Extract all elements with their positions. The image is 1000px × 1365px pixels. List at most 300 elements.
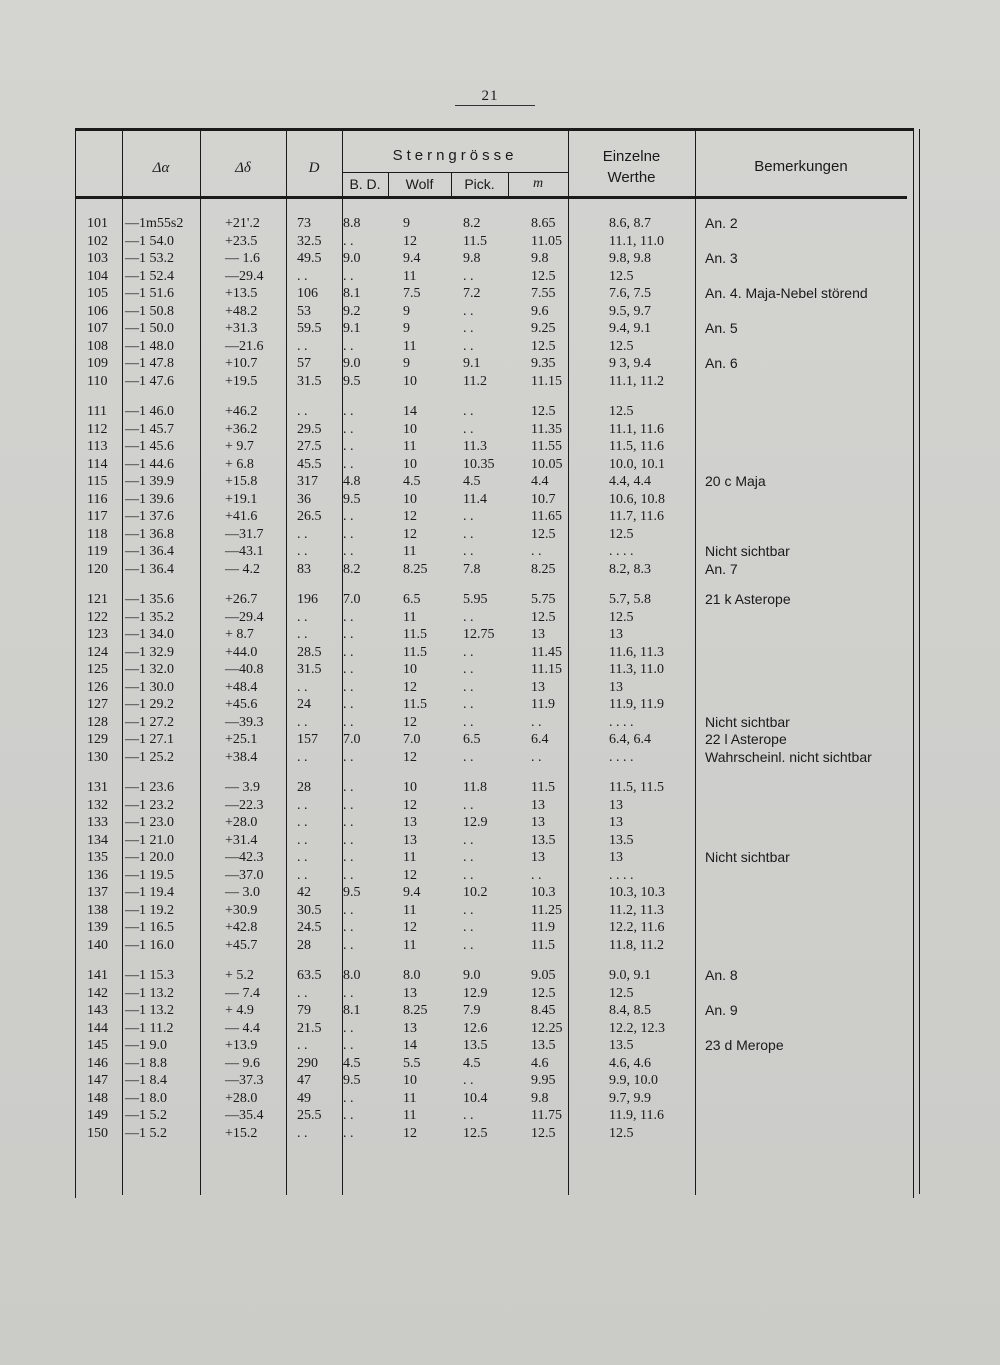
header-rule xyxy=(75,196,907,199)
delta-delta-cell: +38.4 xyxy=(225,749,258,765)
mean-magnitude-cell: 13 xyxy=(531,815,545,830)
row-number: 103 xyxy=(87,251,108,266)
stern-subrule xyxy=(342,172,568,173)
remark-cell: 23 d Merope xyxy=(705,1037,784,1053)
mean-magnitude-cell: 12.5 xyxy=(531,526,556,542)
delta-alpha-cell: —1 20.0 xyxy=(125,850,174,865)
wolf-magnitude-cell: 8.0 xyxy=(403,968,421,983)
delta-delta-cell: — 3.9 xyxy=(225,780,260,795)
header-wolf: Wolf xyxy=(405,176,434,192)
pick-magnitude-cell: . . xyxy=(463,338,474,354)
individual-values-cell: 4.4, 4.4 xyxy=(609,474,651,489)
delta-alpha-cell: —1 35.2 xyxy=(125,609,174,625)
distance-cell: 290 xyxy=(297,1055,318,1071)
wolf-magnitude-cell: 10 xyxy=(403,373,417,389)
mean-magnitude-cell: 9.8 xyxy=(531,1090,549,1106)
page-number-rule xyxy=(455,105,535,106)
pick-magnitude-cell: 10.4 xyxy=(463,1090,488,1106)
distance-cell: . . xyxy=(297,679,308,695)
row-number: 140 xyxy=(87,937,108,953)
delta-delta-cell: —39.3 xyxy=(225,714,264,730)
header-werthe: Werthe xyxy=(607,169,656,186)
delta-delta-cell: — 3.0 xyxy=(225,885,260,900)
delta-alpha-cell: —1 19.2 xyxy=(125,902,174,918)
individual-values-cell: 12.5 xyxy=(609,404,634,419)
pick-magnitude-cell: . . xyxy=(463,832,474,848)
bd-magnitude-cell: . . xyxy=(343,679,354,695)
mean-magnitude-cell: 13 xyxy=(531,627,545,642)
table-row xyxy=(75,814,910,832)
individual-values-cell: . . . . xyxy=(609,544,634,559)
pick-magnitude-cell: . . xyxy=(463,644,474,660)
header-bd: B. D. xyxy=(349,176,381,192)
wolf-magnitude-cell: 12 xyxy=(403,526,417,542)
delta-delta-cell: +46.2 xyxy=(225,404,258,419)
delta-delta-cell: +10.7 xyxy=(225,356,258,371)
distance-cell: 157 xyxy=(297,732,318,747)
wolf-magnitude-cell: 12 xyxy=(403,679,417,695)
bd-magnitude-cell: . . xyxy=(343,697,354,712)
delta-alpha-cell: —1 5.2 xyxy=(125,1125,167,1141)
wolf-magnitude-cell: 11 xyxy=(403,1090,417,1106)
mean-magnitude-cell: 11.55 xyxy=(531,439,562,454)
individual-values-cell: 12.2, 12.3 xyxy=(609,1020,665,1036)
bd-magnitude-cell: 8.2 xyxy=(343,561,361,577)
wolf-magnitude-cell: 11.5 xyxy=(403,627,427,642)
distance-cell: . . xyxy=(297,268,308,284)
bd-magnitude-cell: . . xyxy=(343,1020,354,1036)
bd-magnitude-cell: . . xyxy=(343,902,354,918)
delta-alpha-cell: —1 36.4 xyxy=(125,561,174,577)
bd-magnitude-cell: . . xyxy=(343,867,354,883)
remark-cell: Nicht sichtbar xyxy=(705,849,790,865)
mean-magnitude-cell: . . xyxy=(531,544,542,559)
row-number: 123 xyxy=(87,627,108,642)
pick-magnitude-cell: . . xyxy=(463,679,474,695)
row-number: 108 xyxy=(87,338,108,354)
table-body xyxy=(75,215,910,1155)
delta-delta-cell: +41.6 xyxy=(225,509,258,524)
individual-values-cell: 11.3, 11.0 xyxy=(609,662,664,677)
row-group xyxy=(75,215,910,403)
pick-magnitude-cell: 10.2 xyxy=(463,885,488,900)
table-row xyxy=(75,421,910,439)
table-row xyxy=(75,303,910,321)
table-row xyxy=(75,473,910,491)
mean-magnitude-cell: 11.25 xyxy=(531,902,562,918)
row-number: 120 xyxy=(87,561,108,577)
distance-cell: . . xyxy=(297,850,308,865)
distance-cell: . . xyxy=(297,985,308,1001)
delta-delta-cell: — 7.4 xyxy=(225,985,260,1001)
delta-delta-cell: +30.9 xyxy=(225,902,258,918)
mean-magnitude-cell: 11.5 xyxy=(531,780,555,795)
delta-alpha-cell: —1 32.0 xyxy=(125,662,174,677)
row-number: 126 xyxy=(87,679,108,695)
delta-alpha-cell: —1 16.0 xyxy=(125,937,174,953)
individual-values-cell: 9 3, 9.4 xyxy=(609,356,651,371)
remark-cell: 22 l Asterope xyxy=(705,731,787,747)
delta-delta-cell: —29.4 xyxy=(225,268,264,284)
delta-alpha-cell: —1 27.1 xyxy=(125,732,174,747)
wolf-magnitude-cell: 9 xyxy=(403,356,410,371)
pick-magnitude-cell: . . xyxy=(463,509,474,524)
delta-alpha-cell: —1m55s2 xyxy=(125,216,184,231)
table-row xyxy=(75,250,910,268)
individual-values-cell: . . . . xyxy=(609,749,634,765)
row-number: 141 xyxy=(87,968,108,983)
row-number: 142 xyxy=(87,985,108,1001)
row-number: 122 xyxy=(87,609,108,625)
delta-alpha-cell: —1 48.0 xyxy=(125,338,174,354)
delta-alpha-cell: —1 44.6 xyxy=(125,456,174,472)
row-number: 144 xyxy=(87,1020,108,1036)
wolf-magnitude-cell: 10 xyxy=(403,456,417,472)
delta-delta-cell: +36.2 xyxy=(225,421,258,437)
mean-magnitude-cell: 10.05 xyxy=(531,456,563,472)
delta-delta-cell: +42.8 xyxy=(225,920,258,935)
wolf-magnitude-cell: 11 xyxy=(403,544,417,559)
delta-delta-cell: +48.2 xyxy=(225,303,258,319)
bd-magnitude-cell: 9.5 xyxy=(343,373,361,389)
pick-magnitude-cell: 4.5 xyxy=(463,474,481,489)
bd-magnitude-cell: . . xyxy=(343,644,354,660)
row-group xyxy=(75,403,910,591)
distance-cell: 83 xyxy=(297,561,311,577)
table-row xyxy=(75,268,910,286)
table-row xyxy=(75,749,910,767)
row-number: 139 xyxy=(87,920,108,935)
delta-delta-cell: + 4.9 xyxy=(225,1003,254,1018)
pick-magnitude-cell: . . xyxy=(463,867,474,883)
individual-values-cell: 9.8, 9.8 xyxy=(609,251,651,266)
delta-alpha-cell: —1 45.7 xyxy=(125,421,174,437)
delta-delta-cell: + 6.8 xyxy=(225,456,254,472)
mean-magnitude-cell: 13.5 xyxy=(531,832,556,848)
pick-magnitude-cell: 7.9 xyxy=(463,1003,481,1018)
bd-magnitude-cell: . . xyxy=(343,627,354,642)
bd-magnitude-cell: . . xyxy=(343,509,354,524)
individual-values-cell: 13 xyxy=(609,815,623,830)
pick-magnitude-cell: . . xyxy=(463,714,474,730)
row-number: 130 xyxy=(87,749,108,765)
distance-cell: 28.5 xyxy=(297,644,322,660)
delta-delta-cell: + 9.7 xyxy=(225,439,254,454)
pick-magnitude-cell: 6.5 xyxy=(463,732,481,747)
bd-magnitude-cell: 4.5 xyxy=(343,1055,361,1071)
mean-magnitude-cell: 4.6 xyxy=(531,1055,549,1071)
header-d: D xyxy=(308,160,320,176)
delta-alpha-cell: —1 50.8 xyxy=(125,303,174,319)
delta-delta-cell: —42.3 xyxy=(225,850,264,865)
distance-cell: 49.5 xyxy=(297,251,322,266)
mean-magnitude-cell: 13 xyxy=(531,797,545,813)
bd-magnitude-cell: . . xyxy=(343,544,354,559)
delta-alpha-cell: —1 21.0 xyxy=(125,832,174,848)
bd-magnitude-cell: . . xyxy=(343,456,354,472)
bd-magnitude-cell: 9.2 xyxy=(343,303,361,319)
table-row xyxy=(75,1055,910,1073)
mean-magnitude-cell: 13 xyxy=(531,850,545,865)
delta-alpha-cell: —1 23.6 xyxy=(125,780,174,795)
row-number: 125 xyxy=(87,662,108,677)
remark-cell: An. 7 xyxy=(705,560,738,577)
table-row xyxy=(75,609,910,627)
distance-cell: 28 xyxy=(297,780,311,795)
wolf-magnitude-cell: 13 xyxy=(403,1020,417,1036)
distance-cell: 106 xyxy=(297,286,318,301)
pick-magnitude-cell: . . xyxy=(463,421,474,437)
wolf-magnitude-cell: 12 xyxy=(403,509,417,524)
delta-alpha-cell: —1 34.0 xyxy=(125,627,174,642)
distance-cell: . . xyxy=(297,627,308,642)
table-row xyxy=(75,543,910,561)
pick-magnitude-cell: . . xyxy=(463,268,474,284)
delta-alpha-cell: —1 19.5 xyxy=(125,867,174,883)
header-bemerkungen: Bemerkungen xyxy=(754,158,848,175)
bd-magnitude-cell: . . xyxy=(343,268,354,284)
bd-magnitude-cell: 8.0 xyxy=(343,968,361,983)
distance-cell: 36 xyxy=(297,491,311,507)
remark-cell: 21 k Asterope xyxy=(705,591,791,607)
delta-alpha-cell: —1 39.9 xyxy=(125,474,174,489)
delta-alpha-cell: —1 23.0 xyxy=(125,815,174,830)
delta-delta-cell: +23.5 xyxy=(225,233,258,249)
table-row xyxy=(75,1090,910,1108)
delta-delta-cell: + 8.7 xyxy=(225,627,254,642)
individual-values-cell: . . . . xyxy=(609,867,634,883)
wolf-magnitude-cell: 8.25 xyxy=(403,561,428,577)
wolf-magnitude-cell: 6.5 xyxy=(403,592,421,607)
bd-magnitude-cell: . . xyxy=(343,937,354,953)
distance-cell: 31.5 xyxy=(297,662,322,677)
delta-delta-cell: +25.1 xyxy=(225,732,258,747)
bd-magnitude-cell: . . xyxy=(343,1090,354,1106)
bd-magnitude-cell: 9.0 xyxy=(343,251,361,266)
pick-magnitude-cell: . . xyxy=(463,526,474,542)
wolf-magnitude-cell: 13 xyxy=(403,985,417,1001)
table-row xyxy=(75,714,910,732)
distance-cell: 47 xyxy=(297,1073,311,1088)
table-row xyxy=(75,591,910,609)
mean-magnitude-cell: 10.3 xyxy=(531,885,556,900)
table-row xyxy=(75,561,910,579)
delta-alpha-cell: —1 13.2 xyxy=(125,1003,174,1018)
delta-delta-cell: +26.7 xyxy=(225,592,258,607)
individual-values-cell: 11.8, 11.2 xyxy=(609,937,664,953)
mean-magnitude-cell: 12.5 xyxy=(531,609,556,625)
bd-magnitude-cell: . . xyxy=(343,421,354,437)
bd-magnitude-cell: . . xyxy=(343,609,354,625)
row-number: 112 xyxy=(87,421,108,437)
row-number: 109 xyxy=(87,356,108,371)
wolf-magnitude-cell: 14 xyxy=(403,404,417,419)
delta-delta-cell: — 4.2 xyxy=(225,561,260,577)
delta-alpha-cell: —1 36.8 xyxy=(125,526,174,542)
table-row xyxy=(75,797,910,815)
bd-magnitude-cell: . . xyxy=(343,404,354,419)
mean-magnitude-cell: 11.45 xyxy=(531,644,562,660)
mean-magnitude-cell: 11.05 xyxy=(531,233,562,249)
individual-values-cell: 4.6, 4.6 xyxy=(609,1055,651,1071)
pick-magnitude-cell: 7.2 xyxy=(463,286,481,301)
table-row xyxy=(75,355,910,373)
delta-alpha-cell: —1 47.8 xyxy=(125,356,174,371)
table-row xyxy=(75,832,910,850)
individual-values-cell: 12.2, 11.6 xyxy=(609,920,665,935)
bd-magnitude-cell: . . xyxy=(343,1038,354,1053)
bd-magnitude-cell: . . xyxy=(343,439,354,454)
wolf-magnitude-cell: 12 xyxy=(403,797,417,813)
individual-values-cell: 11.6, 11.3 xyxy=(609,644,664,660)
distance-cell: . . xyxy=(297,544,308,559)
mean-magnitude-cell: 9.6 xyxy=(531,303,549,319)
distance-cell: . . xyxy=(297,338,308,354)
row-number: 147 xyxy=(87,1073,108,1088)
bd-magnitude-cell: . . xyxy=(343,832,354,848)
bd-magnitude-cell: . . xyxy=(343,780,354,795)
remark-cell: Nicht sichtbar xyxy=(705,543,790,559)
wolf-magnitude-cell: 9 xyxy=(403,303,410,319)
table-row xyxy=(75,779,910,797)
row-number: 127 xyxy=(87,697,108,712)
row-number: 111 xyxy=(87,404,107,419)
wolf-magnitude-cell: 4.5 xyxy=(403,474,421,489)
individual-values-cell: 13.5 xyxy=(609,832,634,848)
individual-values-cell: 13.5 xyxy=(609,1038,634,1053)
pick-magnitude-cell: . . xyxy=(463,797,474,813)
delta-alpha-cell: —1 13.2 xyxy=(125,985,174,1001)
mean-magnitude-cell: . . xyxy=(531,749,542,765)
table-row xyxy=(75,1037,910,1055)
individual-values-cell: 6.4, 6.4 xyxy=(609,732,651,747)
delta-delta-cell: —37.0 xyxy=(225,867,264,883)
mean-magnitude-cell: 9.25 xyxy=(531,321,556,336)
distance-cell: . . xyxy=(297,404,308,419)
row-number: 110 xyxy=(87,373,108,389)
individual-values-cell: 11.5, 11.5 xyxy=(609,780,664,795)
pick-magnitude-cell: 12.9 xyxy=(463,985,488,1001)
mean-magnitude-cell: 13 xyxy=(531,679,545,695)
bd-magnitude-cell: . . xyxy=(343,662,354,677)
table-row xyxy=(75,731,910,749)
remark-cell: 20 c Maja xyxy=(705,473,766,489)
distance-cell: 30.5 xyxy=(297,902,322,918)
delta-alpha-cell: —1 47.6 xyxy=(125,373,174,389)
distance-cell: . . xyxy=(297,749,308,765)
distance-cell: 24 xyxy=(297,697,311,712)
wolf-magnitude-cell: 11 xyxy=(403,850,417,865)
individual-values-cell: 12.5 xyxy=(609,985,634,1001)
distance-cell: 57 xyxy=(297,356,311,371)
mean-magnitude-cell: 11.9 xyxy=(531,697,555,712)
delta-alpha-cell: —1 8.0 xyxy=(125,1090,167,1106)
individual-values-cell: 12.5 xyxy=(609,526,634,542)
pick-magnitude-cell: 8.2 xyxy=(463,216,481,231)
delta-alpha-cell: —1 9.0 xyxy=(125,1038,167,1053)
delta-delta-cell: +13.9 xyxy=(225,1038,258,1053)
header-m: m xyxy=(532,176,544,191)
wolf-magnitude-cell: 11.5 xyxy=(403,644,427,660)
table-row xyxy=(75,233,910,251)
pick-magnitude-cell: 12.75 xyxy=(463,627,495,642)
table-row xyxy=(75,403,910,421)
pick-magnitude-cell: 11.3 xyxy=(463,439,487,454)
bd-magnitude-cell: 9.5 xyxy=(343,1073,361,1088)
distance-cell: . . xyxy=(297,867,308,883)
mean-magnitude-cell: 9.05 xyxy=(531,968,556,983)
delta-alpha-cell: —1 29.2 xyxy=(125,697,174,712)
pick-magnitude-cell: 13.5 xyxy=(463,1038,488,1053)
table-row xyxy=(75,1107,910,1125)
delta-delta-cell: —21.6 xyxy=(225,338,264,354)
delta-alpha-cell: —1 37.6 xyxy=(125,509,174,524)
distance-cell: 53 xyxy=(297,303,311,319)
table-row xyxy=(75,438,910,456)
individual-values-cell: 11.7, 11.6 xyxy=(609,509,664,524)
individual-values-cell: 10.6, 10.8 xyxy=(609,491,665,507)
table-row xyxy=(75,867,910,885)
mean-magnitude-cell: . . xyxy=(531,714,542,730)
individual-values-cell: 12.5 xyxy=(609,268,634,284)
header-sterngroesse: Sterngrösse xyxy=(392,147,518,164)
row-number: 105 xyxy=(87,286,108,301)
wolf-magnitude-cell: 11 xyxy=(403,338,417,354)
wolf-magnitude-cell: 12 xyxy=(403,867,417,883)
delta-delta-cell: +21'.2 xyxy=(225,216,260,231)
mean-magnitude-cell: 11.5 xyxy=(531,937,555,953)
remark-cell: An. 9 xyxy=(705,1002,738,1018)
table-row xyxy=(75,985,910,1003)
delta-alpha-cell: —1 51.6 xyxy=(125,286,174,301)
table-row xyxy=(75,338,910,356)
individual-values-cell: 13 xyxy=(609,679,623,695)
pick-magnitude-cell: 9.1 xyxy=(463,356,481,371)
mean-magnitude-cell: 5.75 xyxy=(531,592,556,607)
wolf-magnitude-cell: 7.0 xyxy=(403,732,421,747)
bd-magnitude-cell: 8.1 xyxy=(343,286,361,301)
delta-delta-cell: +45.7 xyxy=(225,937,258,953)
delta-alpha-cell: —1 53.2 xyxy=(125,251,174,266)
individual-values-cell: 11.1, 11.2 xyxy=(609,373,664,389)
pick-magnitude-cell: . . xyxy=(463,902,474,918)
bd-magnitude-cell: 9.1 xyxy=(343,321,361,336)
delta-delta-cell: —29.4 xyxy=(225,609,264,625)
row-group xyxy=(75,591,910,779)
delta-delta-cell: — 4.4 xyxy=(225,1020,260,1036)
wolf-magnitude-cell: 11 xyxy=(403,268,417,284)
individual-values-cell: 11.1, 11.6 xyxy=(609,421,664,437)
distance-cell: . . xyxy=(297,1125,308,1141)
distance-cell: 29.5 xyxy=(297,421,322,437)
table-row xyxy=(75,508,910,526)
distance-cell: 317 xyxy=(297,474,318,489)
mean-magnitude-cell: 12.5 xyxy=(531,1125,556,1141)
delta-alpha-cell: —1 54.0 xyxy=(125,233,174,249)
table-row xyxy=(75,285,910,303)
pick-magnitude-cell: 12.9 xyxy=(463,815,488,830)
individual-values-cell: 9.5, 9.7 xyxy=(609,303,651,319)
wolf-magnitude-cell: 11 xyxy=(403,439,417,454)
delta-delta-cell: —40.8 xyxy=(225,662,264,677)
table-row xyxy=(75,902,910,920)
individual-values-cell: 5.7, 5.8 xyxy=(609,592,651,607)
mean-magnitude-cell: 12.5 xyxy=(531,985,556,1001)
wolf-magnitude-cell: 5.5 xyxy=(403,1055,421,1071)
distance-cell: . . xyxy=(297,714,308,730)
delta-alpha-cell: —1 8.4 xyxy=(125,1073,167,1088)
bd-magnitude-cell: . . xyxy=(343,797,354,813)
